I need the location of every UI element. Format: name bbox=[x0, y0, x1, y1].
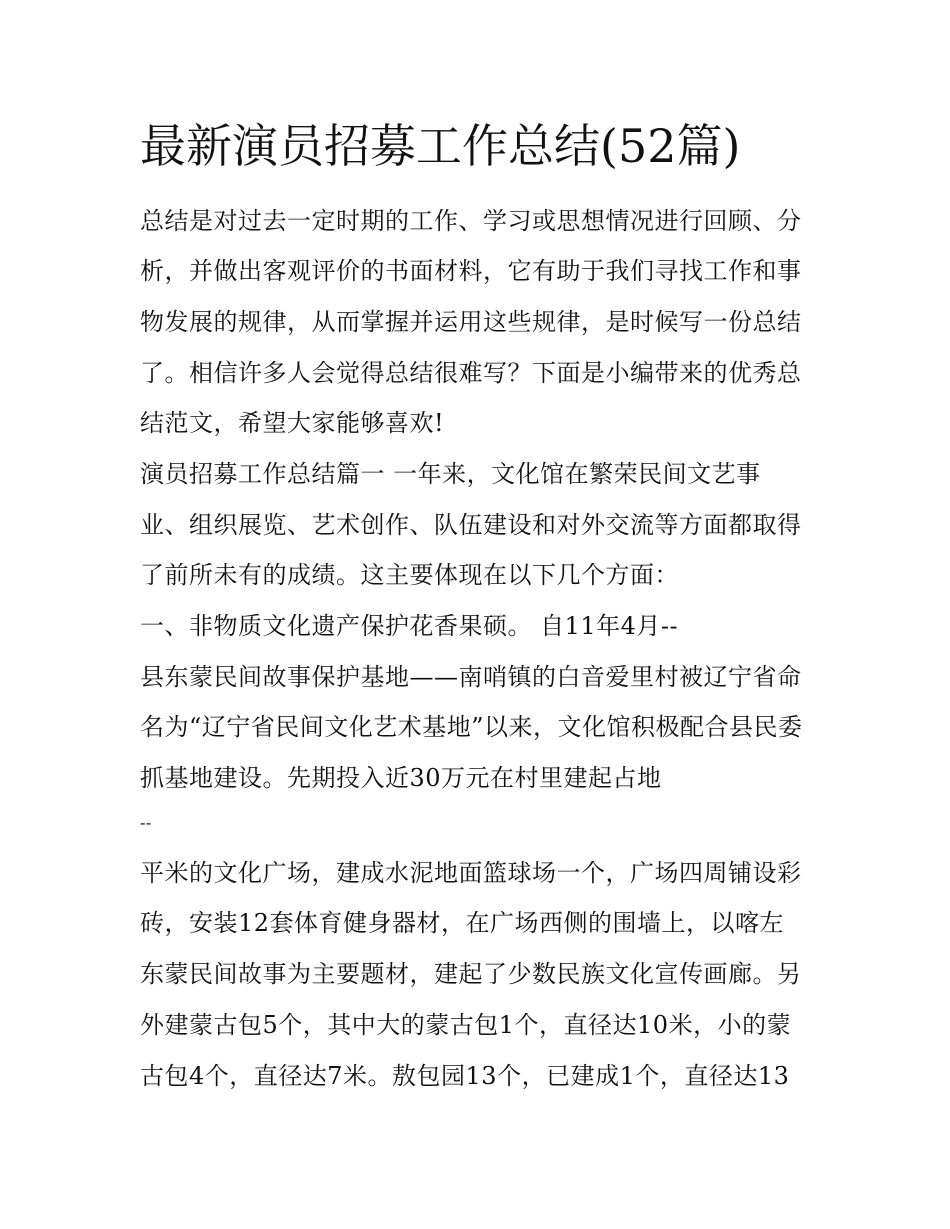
body-line-4: 了。相信许多人会觉得总结很难写？下面是小编带来的优秀总 bbox=[140, 359, 802, 387]
body-line-7: 业、组织展览、艺术创作、队伍建设和对外交流等方面都取得 bbox=[140, 511, 802, 539]
body-line-18: 古包4个，直径达7米。敖包园13个，已建成1个，直径达13 bbox=[140, 1062, 790, 1090]
body-line-11: 名为“辽宁省民间文化艺术基地”以来，文化馆积极配合县民委 bbox=[140, 713, 803, 741]
body-line-14: 平米的文化广场，建成水泥地面篮球场一个，广场四周铺设彩 bbox=[140, 859, 802, 887]
body-line-13: -- bbox=[140, 813, 152, 832]
body-line-2: 析，并做出客观评价的书面材料，它有助于我们寻找工作和事 bbox=[140, 257, 802, 285]
body-line-12: 抓基地建设。先期投入近30万元在村里建起占地 bbox=[140, 764, 662, 792]
body-line-8: 了前所未有的成绩。这主要体现在以下几个方面： bbox=[140, 561, 679, 589]
body-line-3: 物发展的规律，从而掌握并运用这些规律，是时候写一份总结 bbox=[140, 308, 802, 336]
body-line-6: 演员招募工作总结篇一 一年来，文化馆在繁荣民间文艺事 bbox=[140, 460, 761, 488]
body-line-15: 砖，安装12套体育健身器材，在广场西侧的围墙上，以喀左 bbox=[140, 909, 785, 937]
body-line-5: 结范文，希望大家能够喜欢! bbox=[140, 409, 445, 437]
body-line-9: 一、非物质文化遗产保护花香果硕。 自11年4月-- bbox=[140, 612, 679, 640]
body-line-16: 东蒙民间故事为主要题材，建起了少数民族文化宣传画廊。另 bbox=[140, 960, 802, 988]
body-line-17: 外建蒙古包5个，其中大的蒙古包1个，直径达10米，小的蒙 bbox=[140, 1011, 792, 1039]
body-line-10: 县东蒙民间故事保护基地——南哨镇的白音爱里村被辽宁省命 bbox=[140, 663, 802, 691]
document-title: 最新演员招募工作总结(52篇) bbox=[140, 119, 741, 173]
body-line-1: 总结是对过去一定时期的工作、学习或思想情况进行回顾、分 bbox=[140, 207, 802, 235]
